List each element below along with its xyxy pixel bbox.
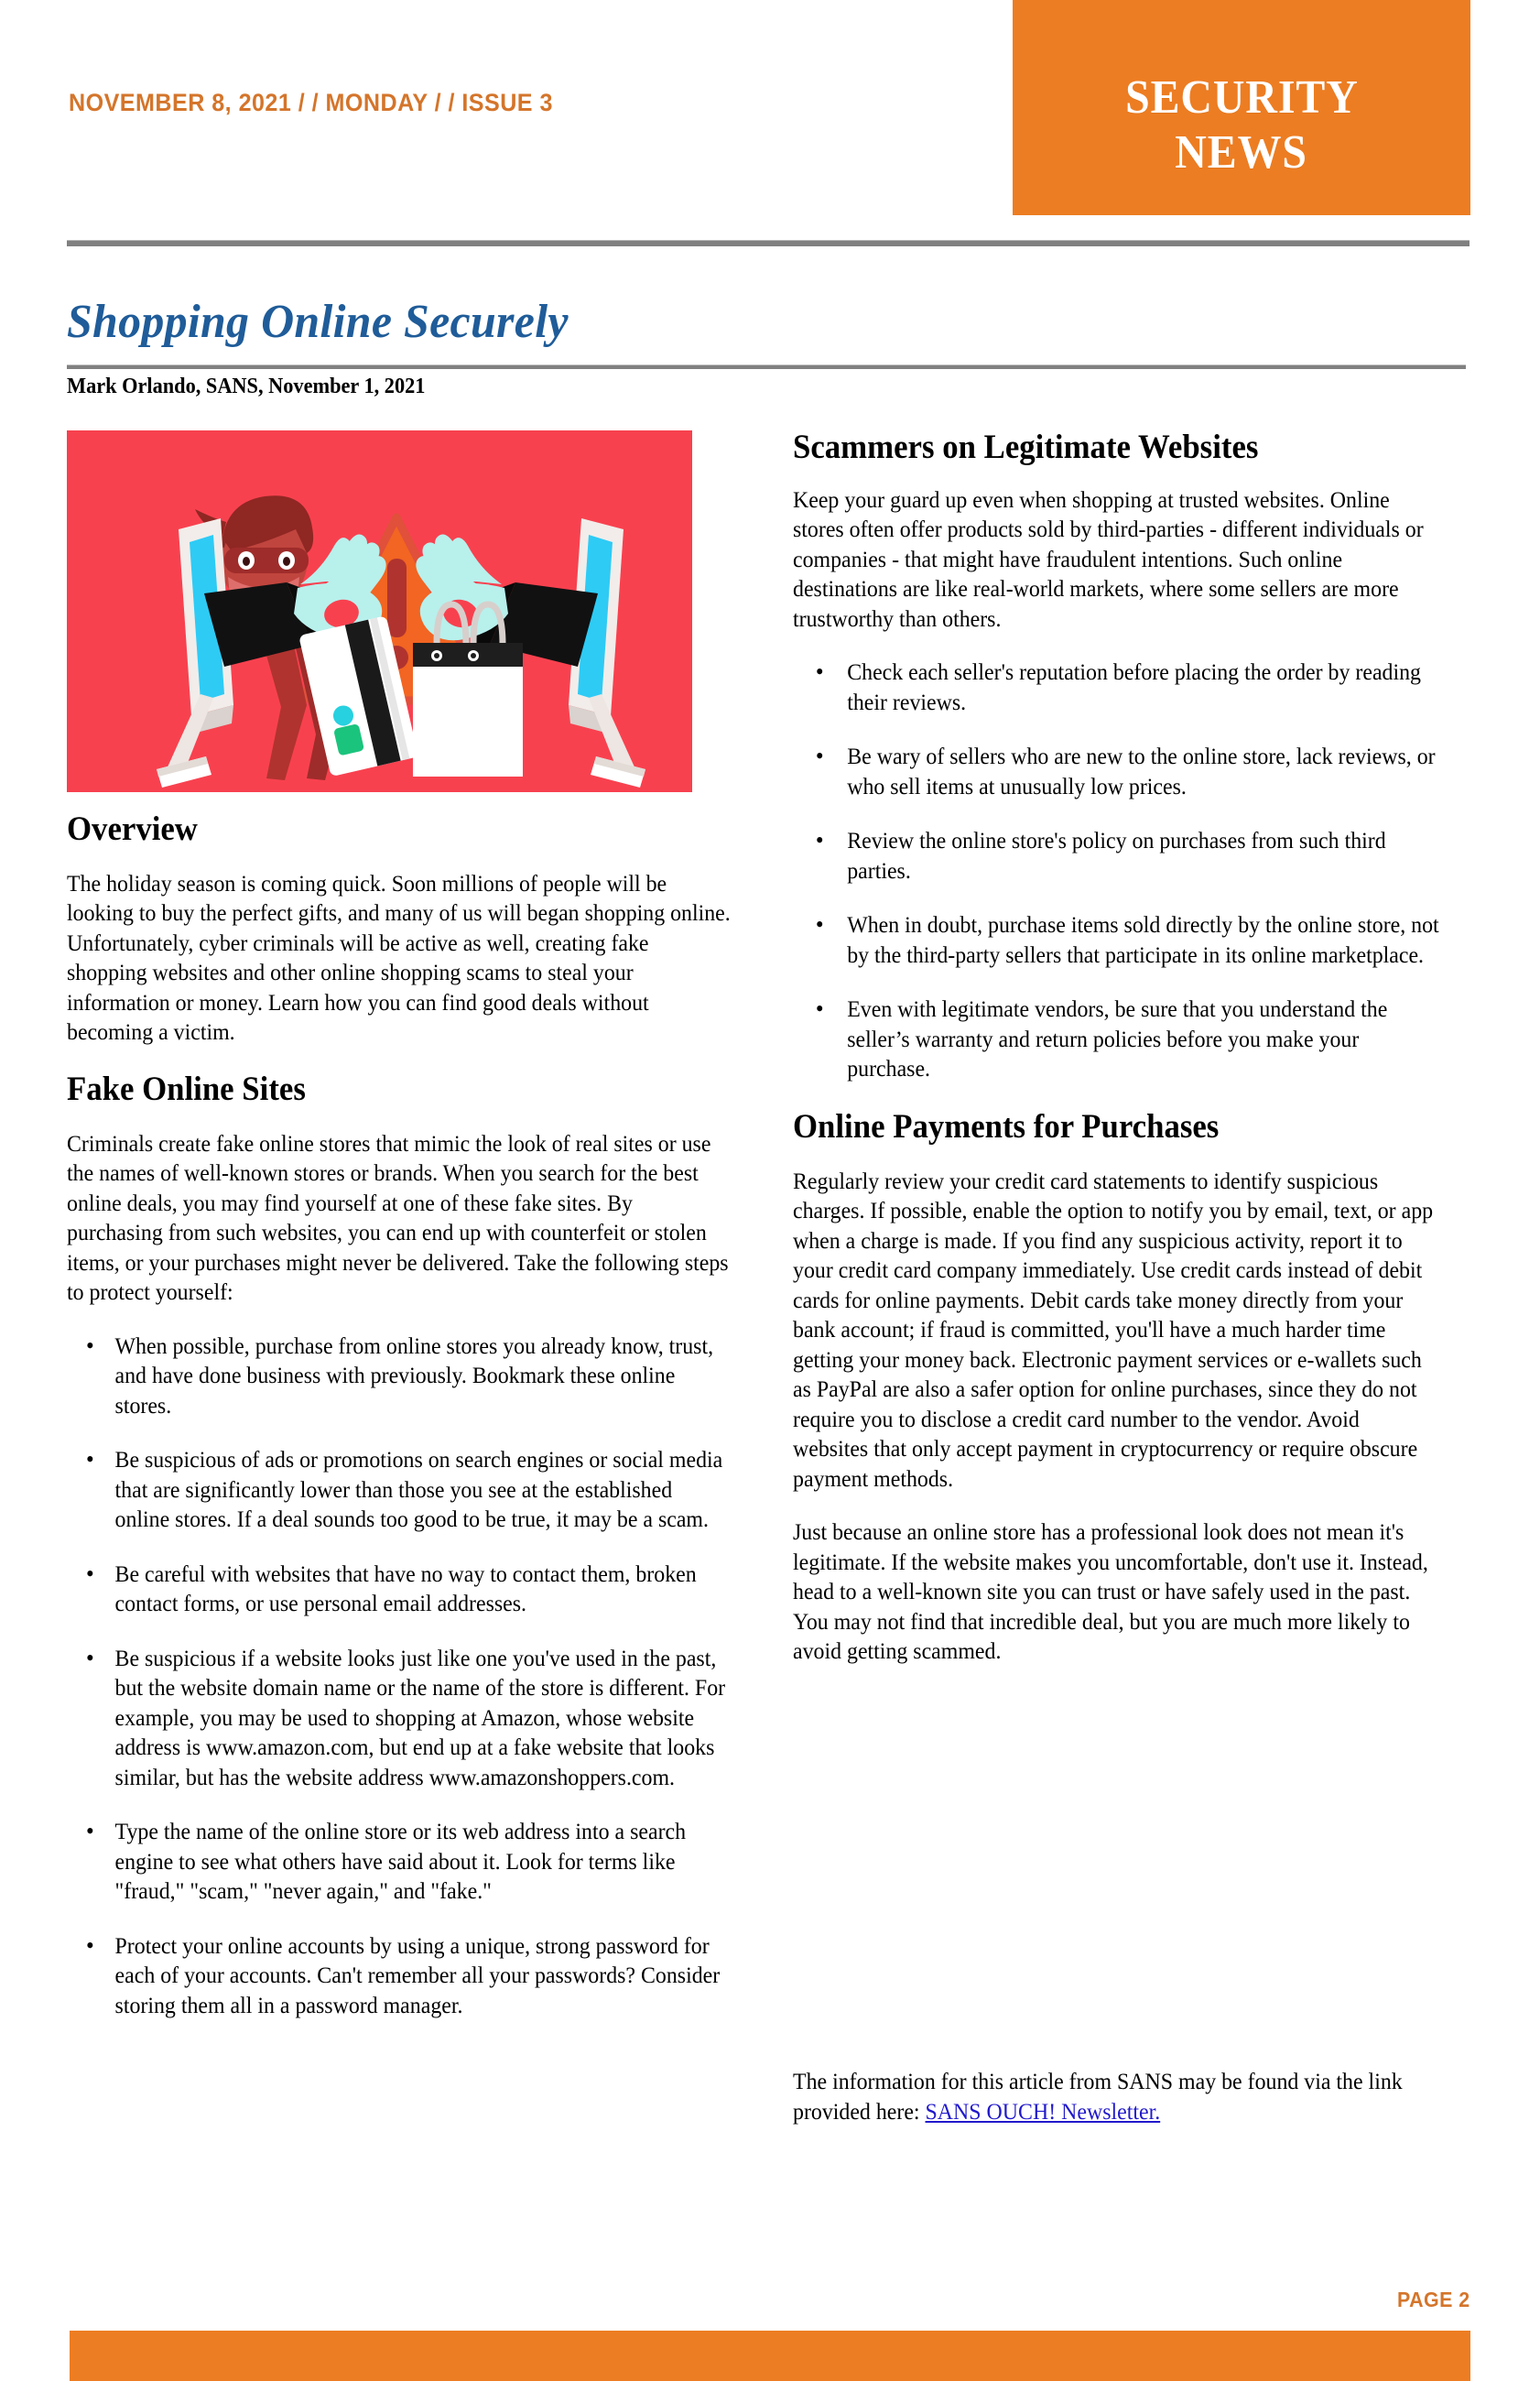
list-item: • Be wary of sellers who are new to the online store, lack reviews, or who sell items at unusually low prices.	[793, 743, 1440, 802]
article-illustration	[67, 430, 692, 792]
page-number: PAGE 2	[1397, 2288, 1470, 2311]
list-item: • Even with legitimate vendors, be sure that you understand the seller’s warranty and return policies before you make your purchase.	[793, 995, 1440, 1085]
masthead-title-line-1: SECURITY	[1124, 71, 1359, 124]
scammers-heading: Scammers on Legitimate Websites	[793, 429, 1259, 466]
fake-online-sites-paragraph: Criminals create fake online stores that mimic the look of real sites or use the names of well-known stores or brands. When you search for the best online deals, you may find yourself at one of these fake sites. By purchasing from such websites, you can end up with counterfeit or stolen items, or your purchases might never be delivered. Take the following steps to protect yourself:	[67, 1131, 729, 1306]
left-column	[67, 430, 763, 2046]
header-divider-rule	[67, 240, 1470, 246]
issue-line: NOVEMBER 8, 2021 / / MONDAY / / ISSUE 3	[69, 89, 553, 116]
list-item: • Type the name of the online store or its web address into a search engine to see what others have said about it. Look for terms like "fraud," "scam," "never again," and "fake."	[67, 1818, 732, 1908]
list-item: • Review the online store's policy on purchases from such third parties.	[793, 827, 1440, 886]
fake-online-sites-heading: Fake Online Sites	[67, 1070, 306, 1108]
fake-online-sites-bullet-list	[67, 1332, 763, 2022]
list-item: • When in doubt, purchase items sold directly by the online store, not by the third-party sellers that participate in its online marketplace.	[793, 911, 1440, 971]
online-payments-paragraph-1: Regularly review your credit card statements to identify suspicious charges. If possible, enable the option to notify you by email, text, or app when a charge is made. If you find any suspicious activity, report it to your credit card company immediately. Use credit cards instead of debit cards for online payments. Debit cards take money directly from your bank account; if fraud is committed, you'll have a much harder time getting your money back. Electronic payment services or e-wallets such as PayPal are also a safer option for online purchases, since they do not require you to disclose a credit card number to the vendor. Avoid websites that only accept payment in cryptocurrency or require obscure payment methods.	[793, 1169, 1434, 1492]
byline: Mark Orlando, SANS, November 1, 2021	[67, 375, 426, 398]
page-title: Shopping Online Securely	[67, 296, 569, 348]
list-item: • Protect your online accounts by using a unique, strong password for each of your accounts. Can't remember all your passwords? Consider storing them all in a password manager.	[67, 1932, 732, 2022]
scammers-bullet-list	[793, 658, 1470, 1085]
overview-heading: Overview	[67, 810, 198, 848]
overview-paragraph: The holiday season is coming quick. Soon millions of people will be looking to buy the perfect gifts, and many of us will began shopping online. Unfortunately, cyber criminals will be active as well, creating fake shopping websites and other online shopping scams to steal your information or money. Learn how you can find good deals without becoming a victim.	[67, 871, 731, 1046]
masthead-title-line-2: NEWS	[1175, 125, 1308, 179]
scammers-paragraph: Keep your guard up even when shopping at trusted websites. Online stores often offer products sold by third-parties - different individuals or companies - that might have fraudulent intentions. Such online destinations are like real-world markets, where some sellers are more trustworthy than others.	[793, 487, 1424, 632]
list-item: • Be careful with websites that have no way to contact them, broken contact forms, or use personal email addresses.	[67, 1560, 732, 1620]
source-footnote-text: The information for this article from SANS may be found via the link provided here:	[793, 2070, 1403, 2125]
online-payments-paragraph-2: Just because an online store has a professional look does not mean it's legitimate. If the website makes you uncomfortable, don't use it. Instead, head to a well-known site you can trust or have safely used in the past. You may not find that incredible deal, but you are much more likely to avoid getting scammed.	[793, 1520, 1428, 1665]
right-column	[793, 430, 1470, 1691]
sans-ouch-newsletter-link[interactable]: SANS OUCH! Newsletter.	[925, 2099, 1161, 2125]
list-item: • Be suspicious of ads or promotions on search engines or social media that are significantly lower than those you see at the established online stores. If a deal sounds too good to be true, it may be a scam.	[67, 1446, 732, 1536]
list-item: • Check each seller's reputation before placing the order by reading their reviews.	[793, 658, 1440, 718]
online-payments-heading: Online Payments for Purchases	[793, 1107, 1220, 1146]
list-item: • When possible, purchase from online stores you already know, trust, and have done business with previously. Bookmark these online stores.	[67, 1332, 732, 1422]
footer-accent-bar	[70, 2331, 1470, 2381]
title-divider-rule	[67, 364, 1466, 369]
masthead-block	[1013, 0, 1470, 215]
source-footnote	[793, 2068, 1440, 2127]
online-shopping-scam-illustration	[67, 430, 692, 792]
list-item: • Be suspicious if a website looks just like one you've used in the past, but the website domain name or the name of the store is different. For example, you may be used to shopping at Amazon, whose website address is www.amazon.com, but end up at a fake website that looks similar, but has the website address www.amazonshoppers.com.	[67, 1645, 732, 1794]
